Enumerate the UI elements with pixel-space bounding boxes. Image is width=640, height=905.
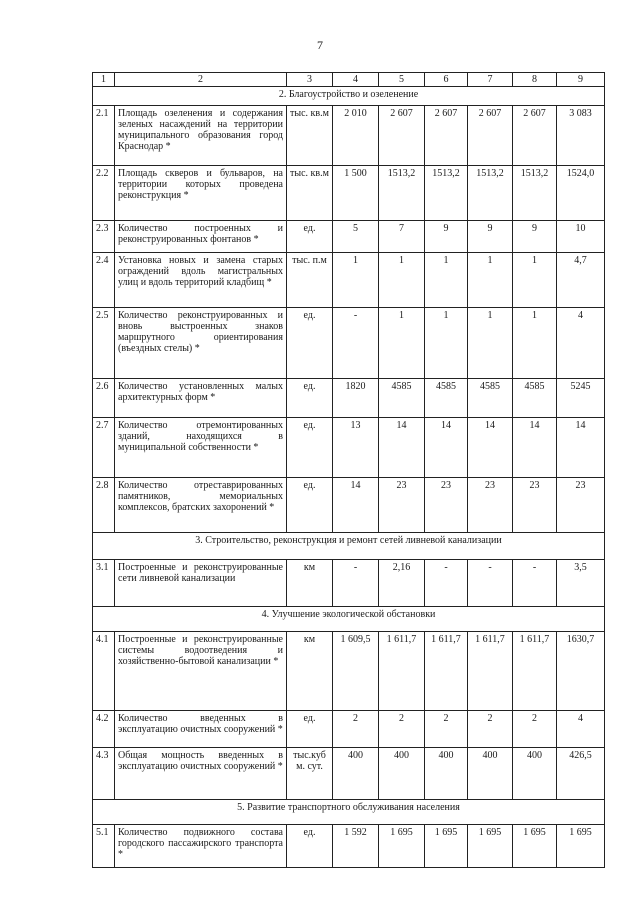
unit-cell: ед.: [287, 418, 333, 478]
value-cell: 1: [425, 308, 468, 379]
value-cell: 2: [379, 711, 425, 748]
value-cell: 2: [513, 711, 557, 748]
table-row: [93, 632, 605, 711]
value-cell: 1: [513, 253, 557, 308]
value-cell: -: [333, 308, 379, 379]
value-cell: 1: [379, 253, 425, 308]
value-cell: 2: [333, 711, 379, 748]
value-cell: 400: [333, 748, 379, 800]
value-cell: 1 695: [468, 825, 513, 868]
value-cell: -: [513, 560, 557, 607]
value-cell: -: [468, 560, 513, 607]
value-cell: 1 695: [379, 825, 425, 868]
value-cell: 2: [468, 711, 513, 748]
header-cell: 4: [333, 73, 379, 87]
value-cell: 23: [513, 478, 557, 533]
value-cell: 400: [513, 748, 557, 800]
row-index: 2.5: [93, 308, 115, 379]
value-cell: 2 607: [468, 106, 513, 166]
value-cell: 1: [425, 253, 468, 308]
section-row: [93, 87, 605, 106]
row-index: 2.1: [93, 106, 115, 166]
value-cell: 9: [513, 221, 557, 253]
value-cell: 3,5: [557, 560, 605, 607]
indicator-name: Установка новых и замена старых ограждений вдоль магистральных улиц и вдоль территорий кладбищ *: [115, 253, 287, 308]
indicator-name: Площадь скверов и бульваров, на территории которых проведена реконструкция *: [115, 166, 287, 221]
unit-cell: тыс. кв.м: [287, 106, 333, 166]
indicator-name: Количество подвижного состава городского пассажирского транспорта *: [115, 825, 287, 868]
value-cell: 2: [425, 711, 468, 748]
unit-cell: ед.: [287, 221, 333, 253]
table-row: [93, 379, 605, 418]
value-cell: 13: [333, 418, 379, 478]
header-cell: 6: [425, 73, 468, 87]
table-row: [93, 221, 605, 253]
value-cell: 3 083: [557, 106, 605, 166]
indicator-name: Количество отремонтированных зданий, находящихся в муниципальной собственности *: [115, 418, 287, 478]
value-cell: 1 611,7: [379, 632, 425, 711]
value-cell: 14: [425, 418, 468, 478]
value-cell: 400: [468, 748, 513, 800]
value-cell: 5: [333, 221, 379, 253]
value-cell: 4585: [468, 379, 513, 418]
value-cell: 4: [557, 711, 605, 748]
table-row: [93, 308, 605, 379]
section-row: [93, 533, 605, 560]
value-cell: -: [333, 560, 379, 607]
section-row: [93, 800, 605, 825]
value-cell: 1 611,7: [425, 632, 468, 711]
table-row: [93, 711, 605, 748]
table-row: [93, 418, 605, 478]
unit-cell: ед.: [287, 711, 333, 748]
value-cell: 400: [379, 748, 425, 800]
value-cell: 23: [468, 478, 513, 533]
indicator-name: Построенные и реконструированные системы водоотведения и хозяйственно-бытовой канализации *: [115, 632, 287, 711]
table-row: [93, 560, 605, 607]
page-number: 7: [317, 38, 323, 52]
value-cell: 1: [379, 308, 425, 379]
table-body: [93, 73, 605, 868]
value-cell: 1513,2: [468, 166, 513, 221]
section-title: 3. Строительство, реконструкция и ремонт сетей ливневой канализации: [93, 533, 605, 560]
header-row: [93, 73, 605, 87]
row-index: 2.4: [93, 253, 115, 308]
section-row: [93, 607, 605, 632]
table-row: [93, 748, 605, 800]
unit-cell: ед.: [287, 478, 333, 533]
header-cell: 8: [513, 73, 557, 87]
value-cell: 1513,2: [513, 166, 557, 221]
row-index: 4.1: [93, 632, 115, 711]
indicator-name: Количество реконструированных и вновь выстроенных знаков маршрутного ориентирования (въездных стелы) *: [115, 308, 287, 379]
unit-cell: тыс. кв.м: [287, 166, 333, 221]
table-row: [93, 478, 605, 533]
value-cell: 1513,2: [379, 166, 425, 221]
indicator-name: Количество установленных малых архитектурных форм *: [115, 379, 287, 418]
value-cell: 1 695: [557, 825, 605, 868]
value-cell: 9: [468, 221, 513, 253]
value-cell: 4585: [379, 379, 425, 418]
value-cell: 1513,2: [425, 166, 468, 221]
value-cell: 5245: [557, 379, 605, 418]
value-cell: 9: [425, 221, 468, 253]
header-cell: 9: [557, 73, 605, 87]
value-cell: 14: [557, 418, 605, 478]
table-row: [93, 106, 605, 166]
indicator-name: Количество введенных в эксплуатацию очистных сооружений *: [115, 711, 287, 748]
header-cell: 2: [115, 73, 287, 87]
unit-cell: км: [287, 632, 333, 711]
header-cell: 3: [287, 73, 333, 87]
value-cell: 14: [379, 418, 425, 478]
unit-cell: ед.: [287, 308, 333, 379]
value-cell: 1 611,7: [468, 632, 513, 711]
indicator-name: Количество отреставрированных памятников, мемориальных комплексов, братских захоронений *: [115, 478, 287, 533]
indicator-name: Площадь озеленения и содержания зеленых насаждений на территории муниципального образования город Краснодар *: [115, 106, 287, 166]
value-cell: 14: [333, 478, 379, 533]
unit-cell: ед.: [287, 379, 333, 418]
row-index: 2.6: [93, 379, 115, 418]
table-row: [93, 253, 605, 308]
value-cell: 1 695: [513, 825, 557, 868]
unit-cell: км: [287, 560, 333, 607]
unit-cell: тыс.куб м. сут.: [287, 748, 333, 800]
value-cell: 1 609,5: [333, 632, 379, 711]
value-cell: -: [425, 560, 468, 607]
indicator-name: Общая мощность введенных в эксплуатацию очистных сооружений *: [115, 748, 287, 800]
value-cell: 1 611,7: [513, 632, 557, 711]
value-cell: 1: [468, 253, 513, 308]
indicators-table: [92, 72, 605, 868]
row-index: 3.1: [93, 560, 115, 607]
value-cell: 2 010: [333, 106, 379, 166]
value-cell: 1 500: [333, 166, 379, 221]
unit-cell: ед.: [287, 825, 333, 868]
value-cell: 4585: [513, 379, 557, 418]
header-cell: 1: [93, 73, 115, 87]
value-cell: 426,5: [557, 748, 605, 800]
value-cell: 2 607: [425, 106, 468, 166]
table-row: [93, 825, 605, 868]
row-index: 2.7: [93, 418, 115, 478]
row-index: 4.3: [93, 748, 115, 800]
value-cell: 1820: [333, 379, 379, 418]
value-cell: 1524,0: [557, 166, 605, 221]
value-cell: 7: [379, 221, 425, 253]
header-cell: 5: [379, 73, 425, 87]
indicator-name: Количество построенных и реконструированных фонтанов *: [115, 221, 287, 253]
value-cell: 1 592: [333, 825, 379, 868]
indicator-name: Построенные и реконструированные сети ливневой канализации: [115, 560, 287, 607]
value-cell: 23: [425, 478, 468, 533]
value-cell: 4: [557, 308, 605, 379]
value-cell: 4,7: [557, 253, 605, 308]
value-cell: 14: [468, 418, 513, 478]
value-cell: 2,16: [379, 560, 425, 607]
value-cell: 2 607: [379, 106, 425, 166]
value-cell: 2 607: [513, 106, 557, 166]
row-index: 2.3: [93, 221, 115, 253]
row-index: 2.2: [93, 166, 115, 221]
row-index: 4.2: [93, 711, 115, 748]
section-title: 2. Благоустройство и озеленение: [93, 87, 605, 106]
value-cell: 1: [513, 308, 557, 379]
section-title: 4. Улучшение экологической обстановки: [93, 607, 605, 632]
row-index: 2.8: [93, 478, 115, 533]
section-title: 5. Развитие транспортного обслуживания населения: [93, 800, 605, 825]
value-cell: 1: [468, 308, 513, 379]
value-cell: 1 695: [425, 825, 468, 868]
value-cell: 4585: [425, 379, 468, 418]
value-cell: 23: [379, 478, 425, 533]
value-cell: 14: [513, 418, 557, 478]
value-cell: 1: [333, 253, 379, 308]
value-cell: 1630,7: [557, 632, 605, 711]
value-cell: 400: [425, 748, 468, 800]
value-cell: 10: [557, 221, 605, 253]
unit-cell: тыс. п.м: [287, 253, 333, 308]
value-cell: 23: [557, 478, 605, 533]
header-cell: 7: [468, 73, 513, 87]
row-index: 5.1: [93, 825, 115, 868]
table-row: [93, 166, 605, 221]
